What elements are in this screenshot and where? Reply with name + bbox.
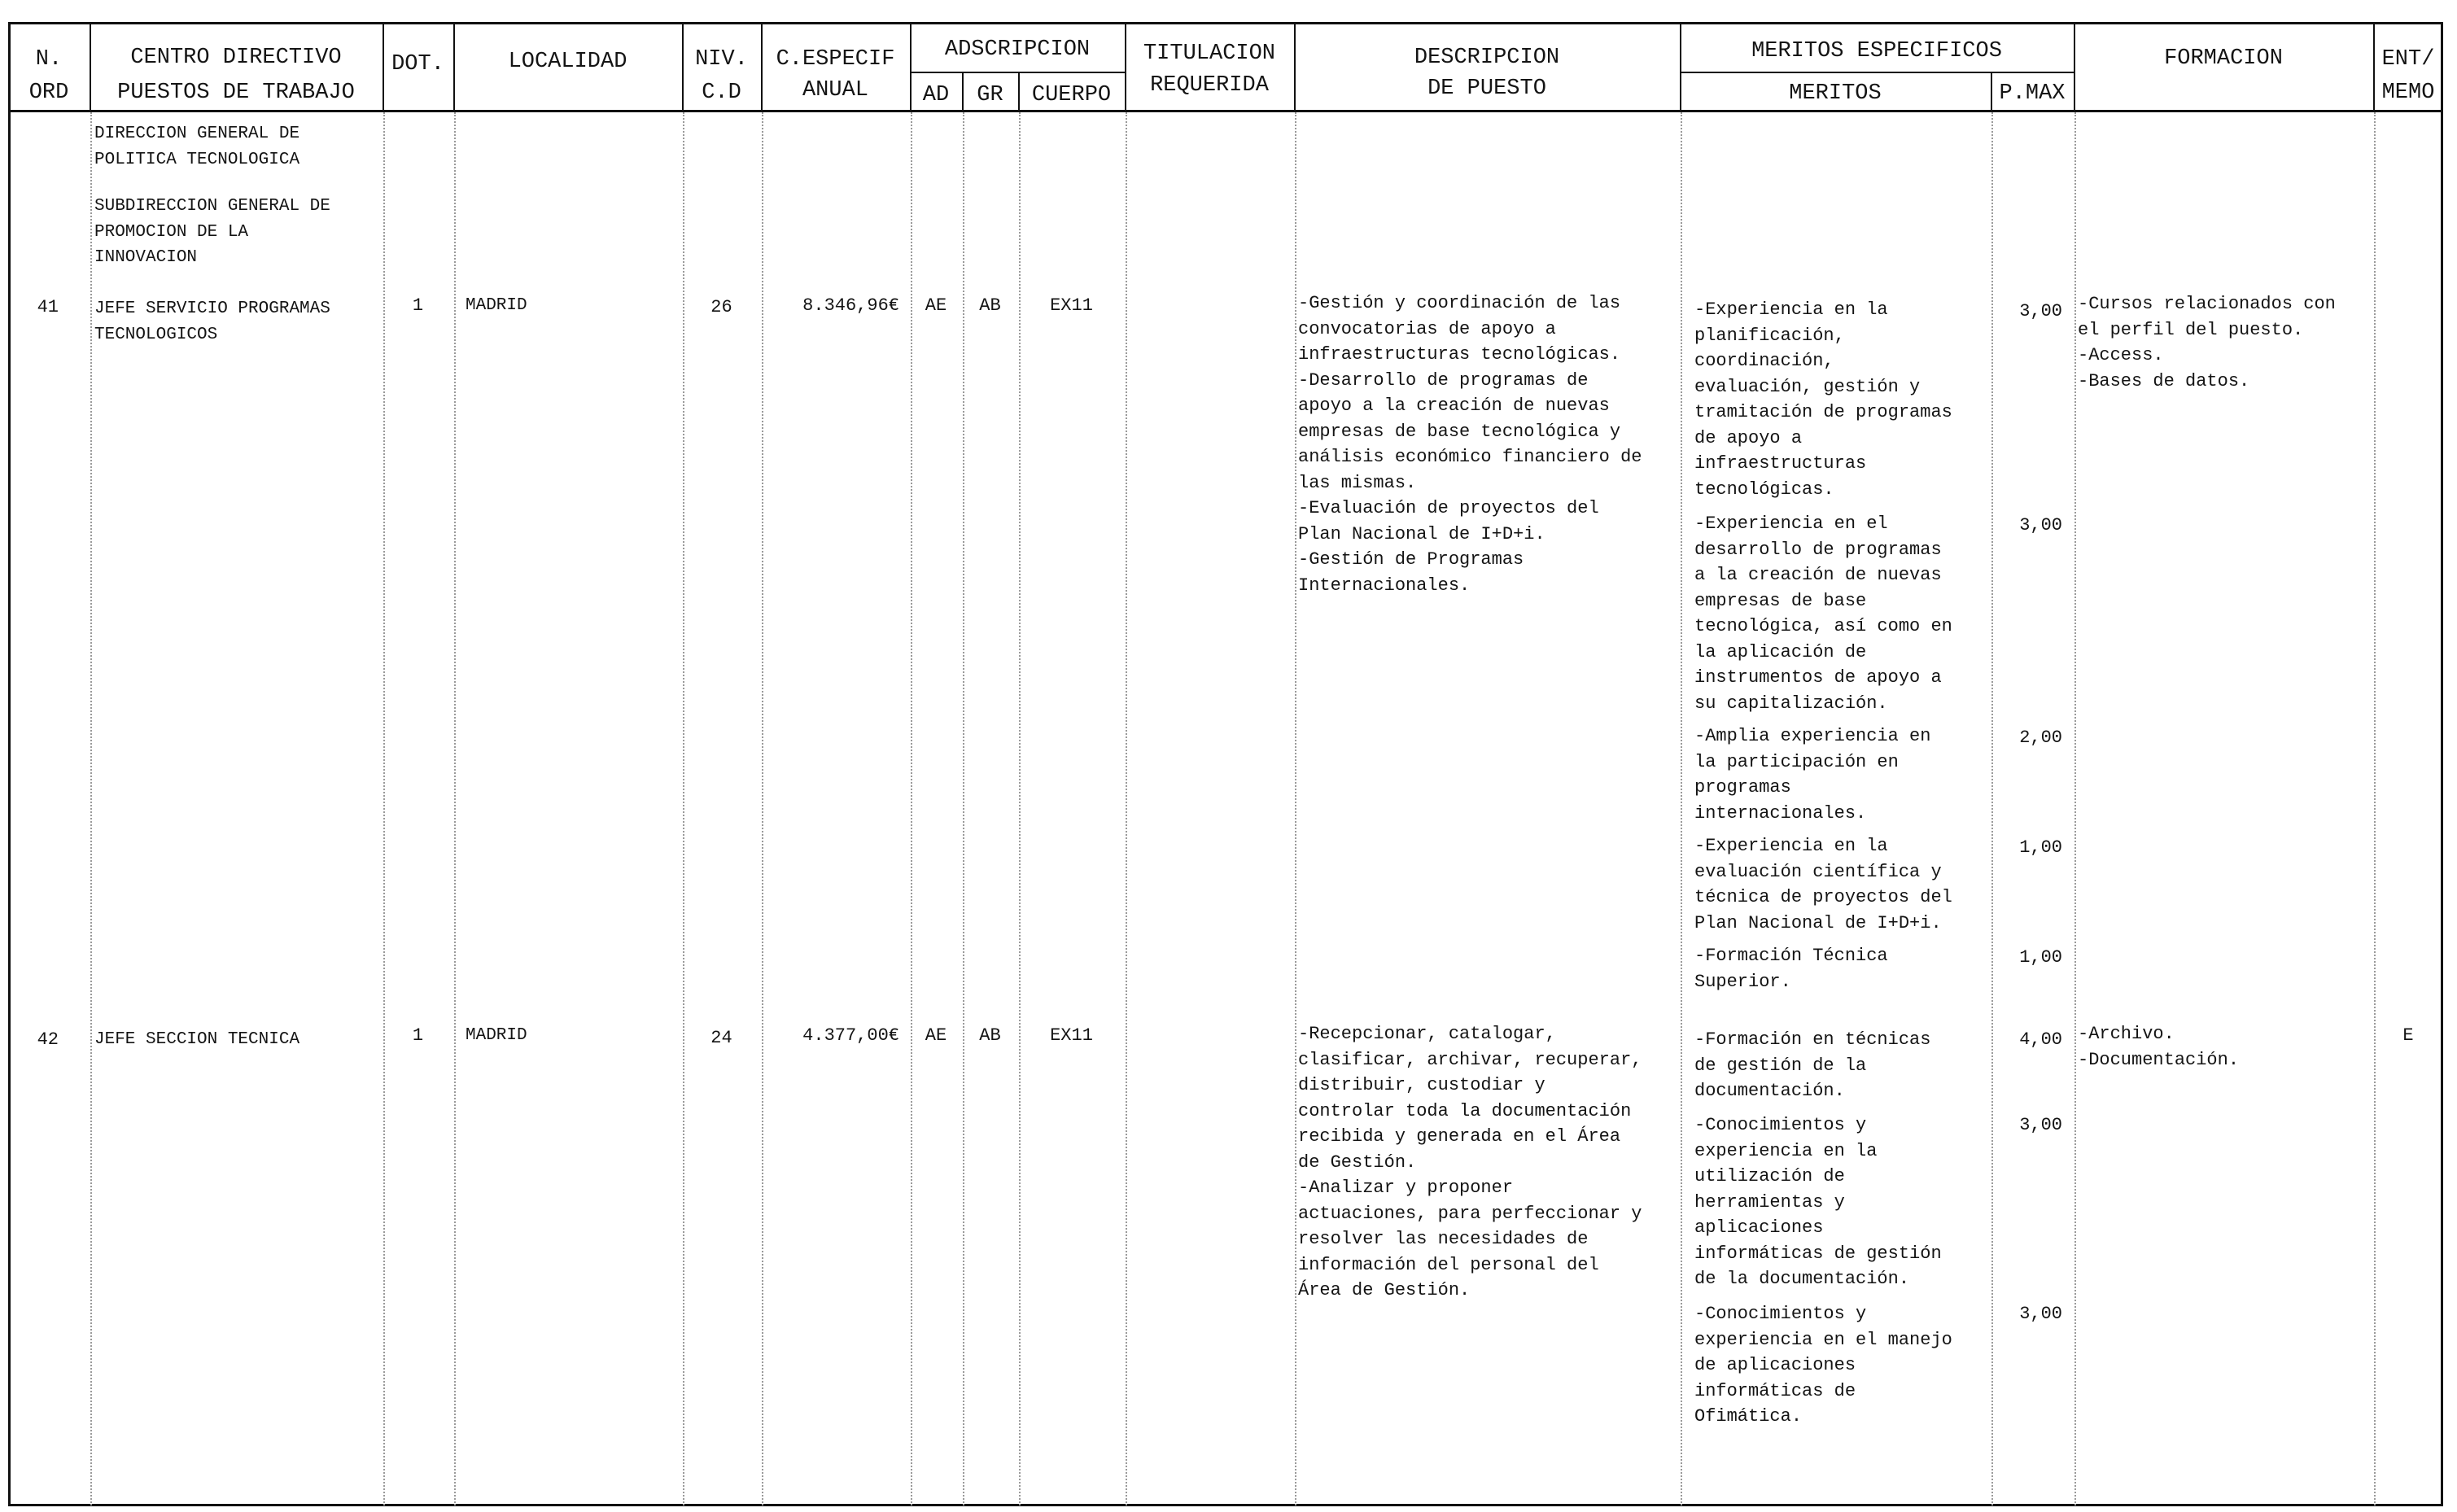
- col-separator: [90, 112, 92, 1505]
- header-titulacion: TITULACION: [1143, 42, 1276, 66]
- header-cd: C.D: [702, 81, 741, 105]
- row-ad: AE: [925, 1025, 947, 1046]
- row-ad: AE: [925, 295, 947, 316]
- col-separator: [963, 112, 964, 1505]
- merito-item: -Conocimientos y experiencia en el manejo de aplicaciones informáticas de Ofimática.: [1694, 1304, 1952, 1427]
- row-puesto: JEFE SECCION TECNICA: [94, 1030, 300, 1049]
- merito-pmax: 1,00: [2019, 837, 2062, 858]
- merito-item: -Formación Técnica Superior.: [1694, 946, 1888, 992]
- merito-item: -Formación en técnicas de gestión de la documentación.: [1694, 1029, 1931, 1101]
- row-localidad: MADRID: [466, 1026, 527, 1045]
- header-requerida: REQUERIDA: [1150, 73, 1269, 98]
- row-dot: 1: [412, 295, 424, 316]
- row-formacion: -Archivo. -Documentación.: [2078, 1024, 2240, 1070]
- header-n-ord: N.: [35, 47, 63, 72]
- header-bottom-rule: [8, 110, 2443, 112]
- row-complemento-especifico: 8.346,96€: [802, 295, 899, 316]
- header-ad: AD: [922, 83, 950, 107]
- header-pmax: P.MAX: [1999, 81, 2066, 106]
- row-n-ord: 42: [37, 1029, 59, 1050]
- row-cuerpo: EX11: [1050, 1025, 1093, 1046]
- col-separator: [911, 112, 912, 1505]
- header-cespecif: C.ESPECIF: [776, 47, 895, 72]
- merito-pmax: 3,00: [2019, 301, 2062, 321]
- row-descripcion: -Recepcionar, catalogar, clasificar, archivar, recuperar, distribuir, custodiar y controlar toda la documentación recibida y generada en el Área de Gestión. -Analizar y proponer actuaciones, para perfeccionar y resolver las necesidades de información del personal del Área de Gestión.: [1298, 1024, 1642, 1300]
- section-direccion-general: DIRECCION GENERAL DE POLITICA TECNOLOGICA: [94, 125, 300, 169]
- header-anual: ANUAL: [802, 78, 868, 103]
- row-gr: AB: [979, 1025, 1001, 1046]
- meritos-subrule: [1680, 72, 2074, 73]
- merito-item: -Experiencia en el desarrollo de programas a la creación de nuevas empresas de base tecnológica, así como en la aplicación de instrumentos de apoyo a su capitalización.: [1694, 513, 1952, 714]
- header-meritos: MERITOS: [1789, 81, 1882, 106]
- header-ent: ENT/: [2381, 47, 2435, 72]
- merito-item: -Conocimientos y experiencia en la utilización de herramientas y aplicaciones informáticas de gestión de la documentación.: [1694, 1115, 1942, 1289]
- header-niv: NIV.: [695, 47, 748, 72]
- header-top-rule: [8, 22, 2443, 24]
- row-puesto: JEFE SERVICIO PROGRAMAS TECNOLOGICOS: [94, 299, 330, 344]
- row-descripcion: -Gestión y coordinación de las convocatorias de apoyo a infraestructuras tecnológicas. -Desarrollo de programas de apoyo a la creación de nuevas empresas de base tecnológica y análisis económico financiero de las mismas. -Evaluación de proyectos del Plan Nacional de I+D+i. -Gestión de Programas Internacionales.: [1298, 293, 1642, 596]
- section-subdireccion-general: SUBDIRECCION GENERAL DE PROMOCION DE LA INNOVACION: [94, 197, 330, 267]
- header-meritos-especificos: MERITOS ESPECIFICOS: [1751, 39, 2002, 63]
- header-memo: MEMO: [2381, 81, 2435, 105]
- row-complemento-especifico: 4.377,00€: [802, 1025, 899, 1046]
- col-separator: [1295, 112, 1296, 1505]
- col-separator: [1126, 112, 1127, 1505]
- row-nivel: 26: [710, 297, 732, 317]
- col-separator: [683, 112, 684, 1505]
- row-n-ord: 41: [37, 297, 59, 317]
- header-dot: DOT.: [391, 52, 444, 76]
- merito-pmax: 4,00: [2019, 1029, 2062, 1050]
- merito-item: -Experiencia en la planificación, coordinación, evaluación, gestión y tramitación de programas de apoyo a infraestructuras tecnológicas.: [1694, 299, 1952, 500]
- merito-pmax: 1,00: [2019, 947, 2062, 968]
- row-dot: 1: [412, 1025, 424, 1046]
- row-localidad: MADRID: [466, 296, 527, 315]
- header-de-puesto: DE PUESTO: [1427, 76, 1546, 101]
- merito-item: -Amplia experiencia en la participación en programas internacionales.: [1694, 726, 1931, 824]
- header-cuerpo: CUERPO: [1031, 83, 1112, 107]
- row-cuerpo: EX11: [1050, 295, 1093, 316]
- header-gr: GR: [977, 83, 1003, 107]
- col-separator: [454, 112, 456, 1505]
- row-ent-memo: E: [2402, 1025, 2414, 1046]
- header-n-ord-2: ORD: [28, 81, 69, 105]
- col-separator: [383, 112, 385, 1505]
- merito-pmax: 3,00: [2019, 1304, 2062, 1324]
- col-separator: [2374, 112, 2376, 1505]
- table-frame: [8, 22, 2443, 1506]
- row-nivel: 24: [710, 1028, 732, 1048]
- adscripcion-subrule: [910, 72, 1125, 73]
- header-centro: CENTRO DIRECTIVO: [130, 46, 342, 70]
- merito-pmax: 3,00: [2019, 515, 2062, 535]
- row-formacion: -Cursos relacionados con el perfil del puesto. -Access. -Bases de datos.: [2078, 294, 2336, 391]
- col-separator: [2074, 112, 2076, 1505]
- header-puestos: PUESTOS DE TRABAJO: [117, 81, 355, 105]
- merito-pmax: 3,00: [2019, 1115, 2062, 1135]
- col-separator: [762, 112, 763, 1505]
- row-gr: AB: [979, 295, 1001, 316]
- col-separator: [1019, 112, 1021, 1505]
- header-descripcion: DESCRIPCION: [1414, 46, 1560, 70]
- merito-pmax: 2,00: [2019, 728, 2062, 748]
- header-localidad: LOCALIDAD: [508, 50, 627, 74]
- col-separator: [1681, 112, 1682, 1505]
- header-formacion: FORMACION: [2164, 46, 2283, 71]
- header-adscripcion: ADSCRIPCION: [944, 37, 1091, 62]
- merito-item: -Experiencia en la evaluación científica y técnica de proyectos del Plan Nacional de I+D+i.: [1694, 836, 1952, 933]
